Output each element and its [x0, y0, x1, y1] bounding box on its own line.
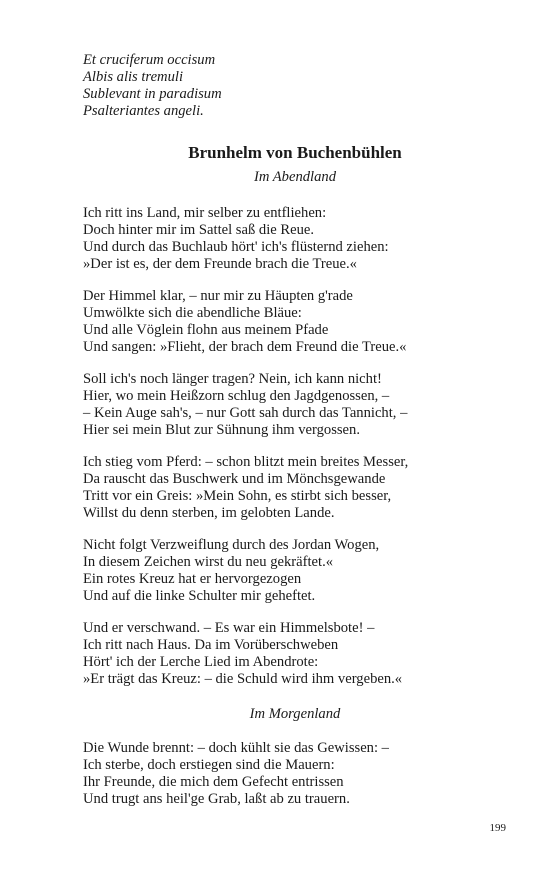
latin-line: Et cruciferum occisum [83, 52, 216, 68]
verse-line: Ich ritt ins Land, mir selber zu entfliehen: [83, 205, 327, 221]
verse-line: Der Himmel klar, – nur mir zu Häupten g'rade [83, 288, 353, 304]
latin-line: Sublevant in paradisum [83, 86, 222, 102]
verse-line: – Kein Auge sah's, – nur Gott sah durch das Tannicht, – [83, 405, 408, 421]
verse-line: Da rauscht das Buschwerk und im Mönchsgewande [83, 471, 386, 487]
section-title-abendland: Im Abendland [253, 169, 336, 185]
poem-title: Brunhelm von Buchenbühlen [188, 143, 402, 162]
verse-line: Hört' ich der Lerche Lied im Abendrote: [83, 654, 319, 670]
verse-line: Tritt vor ein Greis: »Mein Sohn, es stirbt sich besser, [83, 488, 392, 504]
verse-line: In diesem Zeichen wirst du neu gekräftet.« [83, 554, 334, 570]
verse-line: Doch hinter mir im Sattel saß die Reue. [83, 222, 315, 238]
verse-line: Umwölkte sich die abendliche Bläue: [83, 305, 302, 321]
verse-line: Und durch das Buchlaub hört' ich's flüsternd ziehen: [83, 239, 389, 255]
verse-line: Und alle Vöglein flohn aus meinem Pfade [83, 322, 329, 338]
verse-line: Hier sei mein Blut zur Sühnung ihm vergossen. [83, 422, 360, 438]
latin-line: Psalteriantes angeli. [83, 103, 204, 119]
page-number: 199 [489, 822, 506, 834]
verse-line: Und sangen: »Flieht, der brach dem Freund die Treue.« [83, 339, 407, 355]
verse-line: »Der ist es, der dem Freunde brach die Treue.« [83, 256, 357, 272]
verse-line: Und er verschwand. – Es war ein Himmelsbote! – [83, 620, 375, 636]
latin-line: Albis alis tremuli [83, 69, 183, 85]
verse-line: Die Wunde brennt: – doch kühlt sie das Gewissen: – [83, 740, 389, 756]
verse-line: Und trugt ans heil'ge Grab, laßt ab zu trauern. [83, 791, 350, 807]
verse-line: Nicht folgt Verzweiflung durch des Jordan Wogen, [83, 537, 380, 553]
verse-line: »Er trägt das Kreuz: – die Schuld wird ihm vergeben.« [83, 671, 403, 687]
verse-line: Ich sterbe, doch erstiegen sind die Mauern: [83, 757, 335, 773]
verse-line: Hier, wo mein Heißzorn schlug den Jagdgenossen, – [83, 388, 390, 404]
verse-line: Und auf die linke Schulter mir geheftet. [83, 588, 316, 604]
section-title-morgenland: Im Morgenland [249, 706, 341, 722]
verse-line: Ein rotes Kreuz hat er hervorgezogen [83, 571, 302, 587]
verse-line: Ihr Freunde, die mich dem Gefecht entrissen [83, 774, 344, 790]
verse-line: Soll ich's noch länger tragen? Nein, ich kann nicht! [83, 371, 382, 387]
verse-line: Willst du denn sterben, im gelobten Lande. [83, 505, 335, 521]
verse-line: Ich stieg vom Pferd: – schon blitzt mein breites Messer, [83, 454, 409, 470]
verse-line: Ich ritt nach Haus. Da im Vorüberschweben [83, 637, 339, 653]
